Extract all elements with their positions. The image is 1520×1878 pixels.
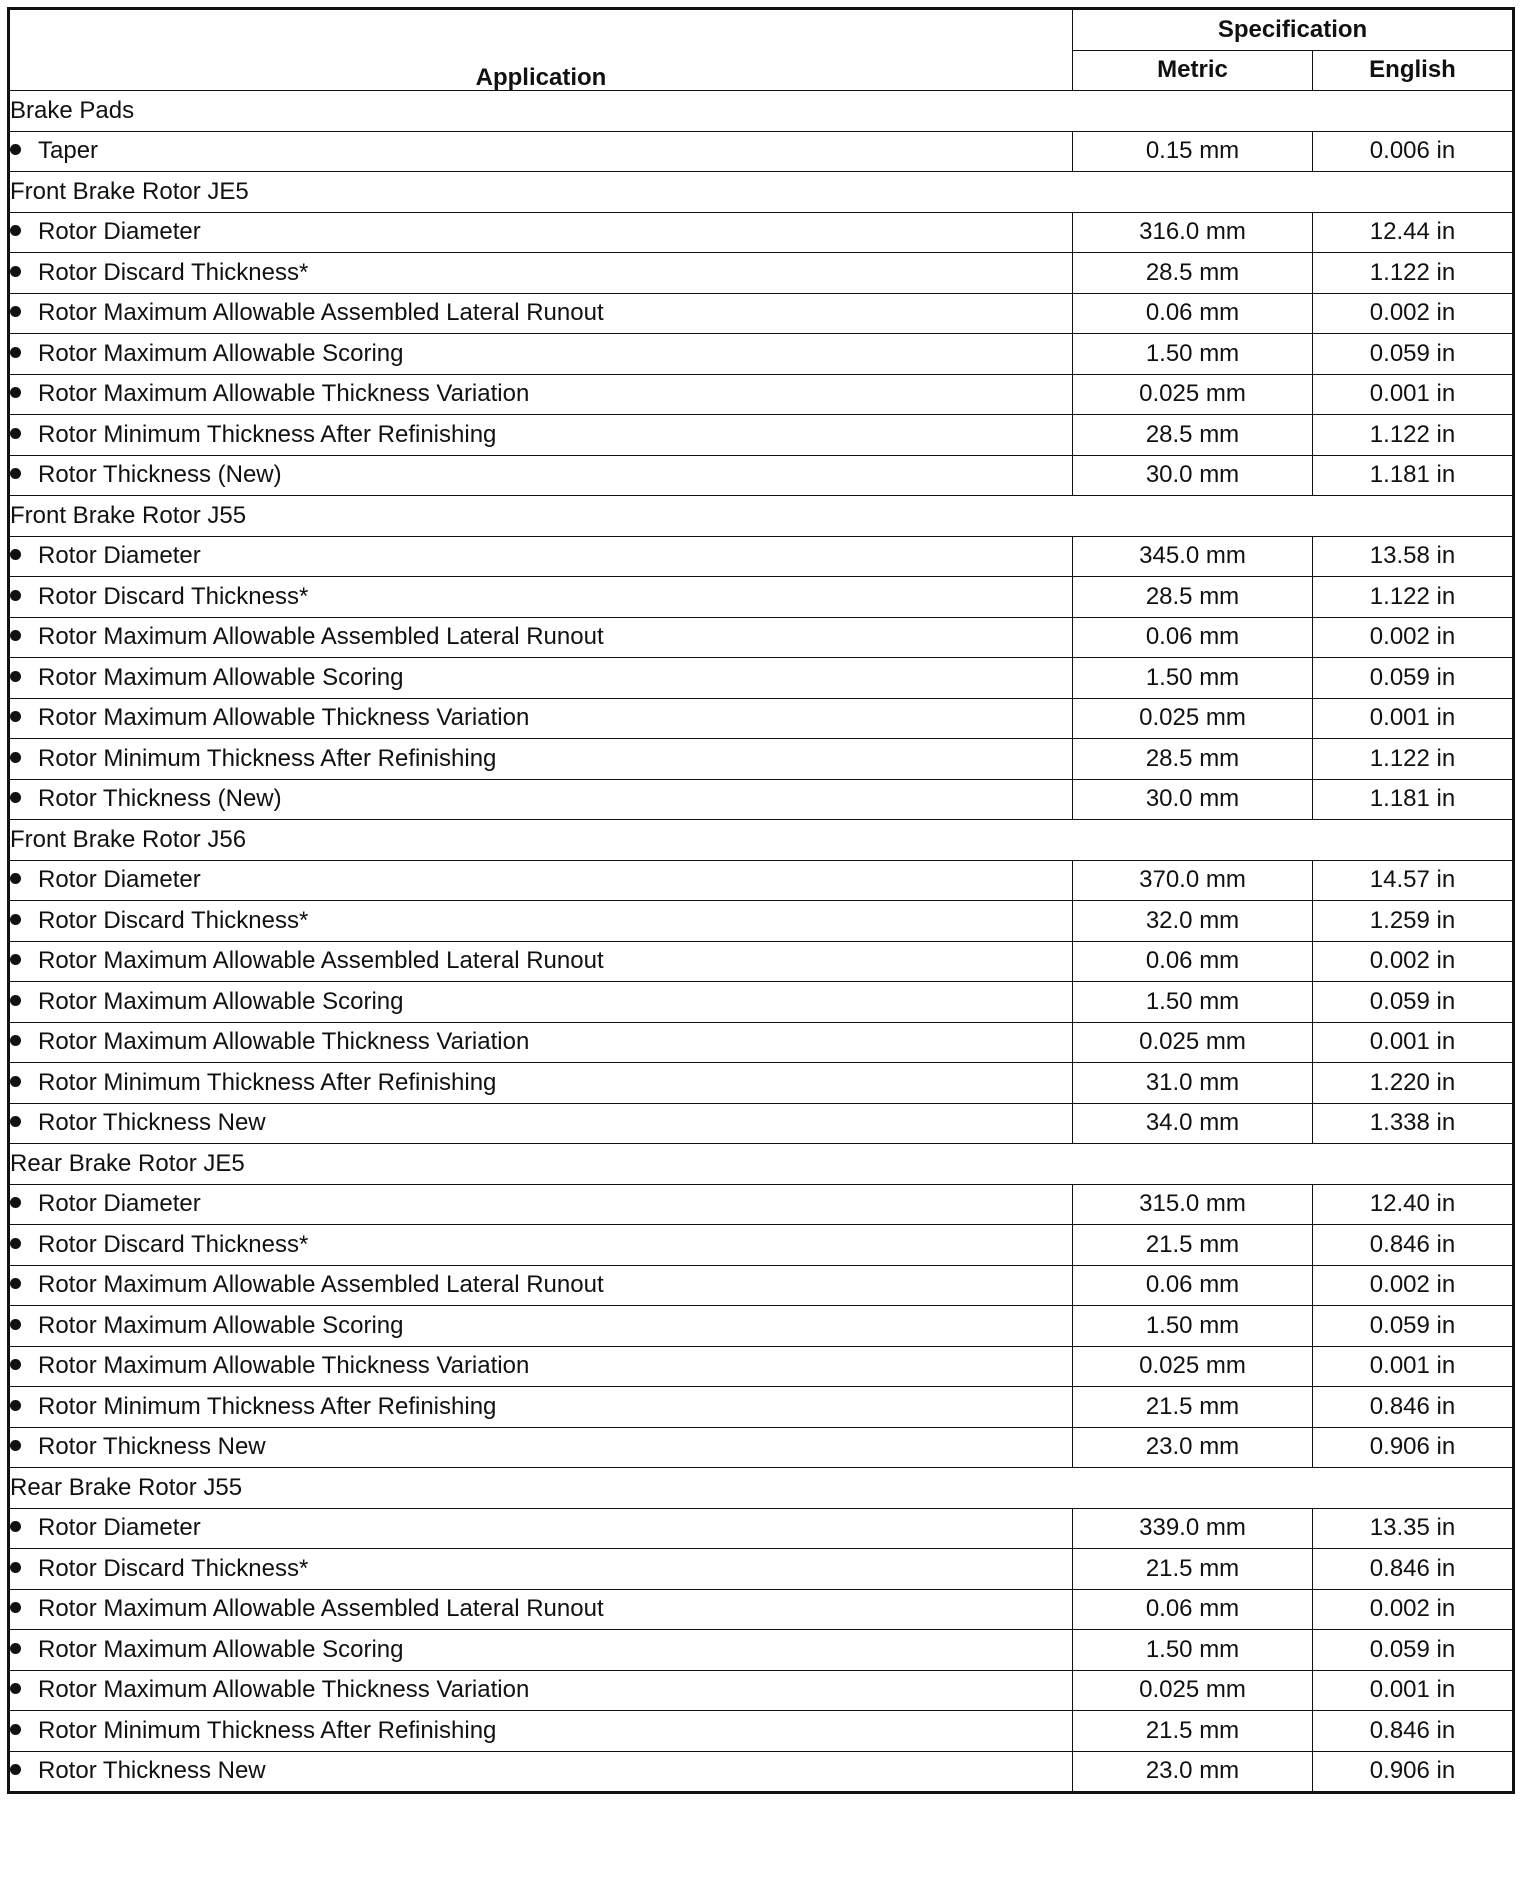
table-row <box>9 536 1514 577</box>
application-label: Rotor Diameter <box>38 866 201 894</box>
table-row <box>9 455 1514 496</box>
application-label: Rotor Maximum Allowable Assembled Lateral Runout <box>38 947 604 975</box>
metric-value: 1.50 mm <box>1073 1306 1313 1347</box>
bullet-icon <box>10 1562 21 1573</box>
application-cell <box>9 1225 1073 1266</box>
metric-value: 23.0 mm <box>1073 1751 1313 1793</box>
bullet-icon <box>10 792 21 803</box>
application-label: Rotor Minimum Thickness After Refinishing <box>38 1068 497 1096</box>
section-row <box>9 91 1514 132</box>
section-row <box>9 1144 1514 1185</box>
application-cell <box>9 536 1073 577</box>
section-title: Front Brake Rotor JE5 <box>9 172 1514 213</box>
bullet-icon <box>10 1319 21 1330</box>
application-label: Rotor Diameter <box>38 1514 201 1542</box>
application-label: Rotor Thickness New <box>38 1433 266 1461</box>
bullet-icon <box>10 1683 21 1694</box>
section-title: Front Brake Rotor J56 <box>9 820 1514 861</box>
metric-value: 1.50 mm <box>1073 982 1313 1023</box>
table-row <box>9 901 1514 942</box>
application-label: Taper <box>38 137 99 165</box>
application-label: Rotor Thickness New <box>38 1109 266 1137</box>
application-cell <box>9 1630 1073 1671</box>
bullet-icon <box>10 752 21 763</box>
application-cell <box>9 334 1073 375</box>
metric-value: 1.50 mm <box>1073 1630 1313 1671</box>
english-value: 0.059 in <box>1313 334 1514 375</box>
application-label: Rotor Maximum Allowable Assembled Lateral Runout <box>38 1271 604 1299</box>
metric-value: 0.06 mm <box>1073 617 1313 658</box>
english-value: 0.846 in <box>1313 1711 1514 1752</box>
bullet-icon <box>10 1359 21 1370</box>
bullet-icon <box>10 387 21 398</box>
section-title: Brake Pads <box>9 91 1514 132</box>
bullet-icon <box>10 914 21 925</box>
section-title: Front Brake Rotor J55 <box>9 496 1514 537</box>
metric-value: 31.0 mm <box>1073 1063 1313 1104</box>
application-label: Rotor Maximum Allowable Scoring <box>38 339 404 367</box>
table-row <box>9 293 1514 334</box>
metric-value: 0.15 mm <box>1073 131 1313 172</box>
english-value: 0.001 in <box>1313 1022 1514 1063</box>
table-row <box>9 334 1514 375</box>
english-value: 0.846 in <box>1313 1387 1514 1428</box>
table-row <box>9 1589 1514 1630</box>
metric-value: 21.5 mm <box>1073 1549 1313 1590</box>
bullet-icon <box>10 1238 21 1249</box>
section-row <box>9 1468 1514 1509</box>
metric-value: 32.0 mm <box>1073 901 1313 942</box>
table-row <box>9 1630 1514 1671</box>
application-cell <box>9 1589 1073 1630</box>
application-cell <box>9 253 1073 294</box>
table-row <box>9 739 1514 780</box>
application-label: Rotor Maximum Allowable Scoring <box>38 987 404 1015</box>
application-cell <box>9 1306 1073 1347</box>
section-row <box>9 172 1514 213</box>
application-cell <box>9 455 1073 496</box>
bullet-icon <box>10 428 21 439</box>
metric-value: 30.0 mm <box>1073 455 1313 496</box>
bullet-icon <box>10 468 21 479</box>
bullet-icon <box>10 1521 21 1532</box>
metric-value: 0.025 mm <box>1073 374 1313 415</box>
application-cell <box>9 1670 1073 1711</box>
table-row <box>9 577 1514 618</box>
metric-value: 316.0 mm <box>1073 212 1313 253</box>
table-row <box>9 982 1514 1023</box>
table-row <box>9 1387 1514 1428</box>
application-cell <box>9 1063 1073 1104</box>
application-cell <box>9 374 1073 415</box>
metric-value: 28.5 mm <box>1073 253 1313 294</box>
metric-value: 28.5 mm <box>1073 739 1313 780</box>
english-value: 0.001 in <box>1313 698 1514 739</box>
english-value: 0.002 in <box>1313 617 1514 658</box>
application-label: Rotor Minimum Thickness After Refinishing <box>38 1392 497 1420</box>
table-row <box>9 1508 1514 1549</box>
english-value: 1.122 in <box>1313 415 1514 456</box>
english-column-header: English <box>1313 50 1514 91</box>
metric-column-header: Metric <box>1073 50 1313 91</box>
english-value: 12.44 in <box>1313 212 1514 253</box>
metric-value: 30.0 mm <box>1073 779 1313 820</box>
metric-value: 28.5 mm <box>1073 415 1313 456</box>
english-value: 1.220 in <box>1313 1063 1514 1104</box>
table-row <box>9 1103 1514 1144</box>
table-row <box>9 698 1514 739</box>
table-row <box>9 860 1514 901</box>
english-value: 0.001 in <box>1313 1670 1514 1711</box>
english-value: 0.001 in <box>1313 1346 1514 1387</box>
application-cell <box>9 617 1073 658</box>
english-value: 0.059 in <box>1313 658 1514 699</box>
application-label: Rotor Thickness (New) <box>38 461 282 489</box>
application-cell <box>9 293 1073 334</box>
english-value: 1.122 in <box>1313 739 1514 780</box>
application-label: Rotor Diameter <box>38 218 201 246</box>
bullet-icon <box>10 347 21 358</box>
bullet-icon <box>10 671 21 682</box>
section-row <box>9 496 1514 537</box>
table-row <box>9 1711 1514 1752</box>
table-header <box>9 9 1514 91</box>
bullet-icon <box>10 1035 21 1046</box>
english-value: 0.001 in <box>1313 374 1514 415</box>
bullet-icon <box>10 1764 21 1775</box>
brake-specification-table <box>7 7 1515 1794</box>
application-cell <box>9 901 1073 942</box>
bullet-icon <box>10 711 21 722</box>
application-label: Rotor Maximum Allowable Thickness Variation <box>38 1352 530 1380</box>
metric-value: 1.50 mm <box>1073 658 1313 699</box>
metric-value: 21.5 mm <box>1073 1225 1313 1266</box>
application-cell <box>9 1427 1073 1468</box>
english-value: 1.181 in <box>1313 455 1514 496</box>
table-row <box>9 1225 1514 1266</box>
application-label: Rotor Maximum Allowable Thickness Variation <box>38 1676 530 1704</box>
table-row <box>9 1184 1514 1225</box>
application-column-header: Application <box>9 9 1073 91</box>
bullet-icon <box>10 954 21 965</box>
english-value: 0.846 in <box>1313 1549 1514 1590</box>
application-cell <box>9 860 1073 901</box>
english-value: 0.002 in <box>1313 941 1514 982</box>
english-value: 0.059 in <box>1313 982 1514 1023</box>
english-value: 0.059 in <box>1313 1306 1514 1347</box>
application-cell <box>9 415 1073 456</box>
application-cell <box>9 739 1073 780</box>
table-row <box>9 941 1514 982</box>
application-cell <box>9 779 1073 820</box>
metric-value: 28.5 mm <box>1073 577 1313 618</box>
metric-value: 339.0 mm <box>1073 1508 1313 1549</box>
bullet-icon <box>10 630 21 641</box>
bullet-icon <box>10 144 21 155</box>
english-value: 0.002 in <box>1313 293 1514 334</box>
application-label: Rotor Diameter <box>38 542 201 570</box>
table-row <box>9 779 1514 820</box>
application-label: Rotor Maximum Allowable Thickness Variation <box>38 1028 530 1056</box>
english-value: 0.906 in <box>1313 1427 1514 1468</box>
application-label: Rotor Maximum Allowable Scoring <box>38 1635 404 1663</box>
english-value: 12.40 in <box>1313 1184 1514 1225</box>
specification-column-header: Specification <box>1073 9 1514 51</box>
english-value: 0.002 in <box>1313 1265 1514 1306</box>
application-label: Rotor Diameter <box>38 1190 201 1218</box>
application-label: Rotor Maximum Allowable Scoring <box>38 663 404 691</box>
section-title: Rear Brake Rotor J55 <box>9 1468 1514 1509</box>
application-label: Rotor Maximum Allowable Assembled Lateral Runout <box>38 1595 604 1623</box>
metric-value: 345.0 mm <box>1073 536 1313 577</box>
english-value: 1.122 in <box>1313 253 1514 294</box>
metric-value: 0.06 mm <box>1073 1589 1313 1630</box>
metric-value: 0.06 mm <box>1073 1265 1313 1306</box>
application-label: Rotor Maximum Allowable Thickness Variation <box>38 704 530 732</box>
table-row <box>9 1427 1514 1468</box>
bullet-icon <box>10 1076 21 1087</box>
bullet-icon <box>10 995 21 1006</box>
english-value: 0.906 in <box>1313 1751 1514 1793</box>
metric-value: 315.0 mm <box>1073 1184 1313 1225</box>
bullet-icon <box>10 225 21 236</box>
bullet-icon <box>10 1724 21 1735</box>
english-value: 13.35 in <box>1313 1508 1514 1549</box>
table-row <box>9 1306 1514 1347</box>
english-value: 1.259 in <box>1313 901 1514 942</box>
application-cell <box>9 982 1073 1023</box>
bullet-icon <box>10 1602 21 1613</box>
metric-value: 1.50 mm <box>1073 334 1313 375</box>
application-cell <box>9 1751 1073 1793</box>
table-body <box>9 91 1514 1793</box>
table-row <box>9 658 1514 699</box>
application-label: Rotor Maximum Allowable Thickness Variation <box>38 380 530 408</box>
table-row <box>9 1022 1514 1063</box>
application-cell <box>9 1346 1073 1387</box>
application-cell <box>9 1103 1073 1144</box>
application-cell <box>9 941 1073 982</box>
table-row <box>9 617 1514 658</box>
application-label: Rotor Minimum Thickness After Refinishing <box>38 1716 497 1744</box>
application-label: Rotor Maximum Allowable Assembled Lateral Runout <box>38 623 604 651</box>
bullet-icon <box>10 1116 21 1127</box>
section-row <box>9 820 1514 861</box>
metric-value: 0.025 mm <box>1073 698 1313 739</box>
bullet-icon <box>10 1643 21 1654</box>
section-title: Rear Brake Rotor JE5 <box>9 1144 1514 1185</box>
table-row <box>9 415 1514 456</box>
table-row <box>9 253 1514 294</box>
table-row <box>9 1751 1514 1793</box>
application-cell <box>9 1265 1073 1306</box>
metric-value: 0.06 mm <box>1073 293 1313 334</box>
application-label: Rotor Maximum Allowable Scoring <box>38 1311 404 1339</box>
bullet-icon <box>10 1278 21 1289</box>
english-value: 14.57 in <box>1313 860 1514 901</box>
bullet-icon <box>10 1400 21 1411</box>
table-row <box>9 131 1514 172</box>
english-value: 0.846 in <box>1313 1225 1514 1266</box>
application-cell <box>9 1184 1073 1225</box>
metric-value: 21.5 mm <box>1073 1711 1313 1752</box>
table-row <box>9 374 1514 415</box>
metric-value: 0.025 mm <box>1073 1346 1313 1387</box>
bullet-icon <box>10 549 21 560</box>
table-row <box>9 1265 1514 1306</box>
metric-value: 0.025 mm <box>1073 1670 1313 1711</box>
metric-value: 23.0 mm <box>1073 1427 1313 1468</box>
application-cell <box>9 1508 1073 1549</box>
application-cell <box>9 1549 1073 1590</box>
application-cell <box>9 1022 1073 1063</box>
table-row <box>9 1063 1514 1104</box>
table-row <box>9 1346 1514 1387</box>
metric-value: 0.025 mm <box>1073 1022 1313 1063</box>
english-value: 0.059 in <box>1313 1630 1514 1671</box>
english-value: 0.002 in <box>1313 1589 1514 1630</box>
spec-table-wrapper <box>7 7 1515 1794</box>
application-cell <box>9 212 1073 253</box>
application-label: Rotor Minimum Thickness After Refinishing <box>38 744 497 772</box>
english-value: 1.122 in <box>1313 577 1514 618</box>
english-value: 1.338 in <box>1313 1103 1514 1144</box>
metric-value: 370.0 mm <box>1073 860 1313 901</box>
english-value: 0.006 in <box>1313 131 1514 172</box>
bullet-icon <box>10 1197 21 1208</box>
bullet-icon <box>10 266 21 277</box>
application-cell <box>9 1387 1073 1428</box>
application-cell <box>9 1711 1073 1752</box>
application-label: Rotor Discard Thickness* <box>38 906 309 934</box>
application-label: Rotor Discard Thickness* <box>38 258 309 286</box>
bullet-icon <box>10 873 21 884</box>
bullet-icon <box>10 590 21 601</box>
table-row <box>9 1549 1514 1590</box>
bullet-icon <box>10 1440 21 1451</box>
metric-value: 34.0 mm <box>1073 1103 1313 1144</box>
application-label: Rotor Thickness New <box>38 1757 266 1785</box>
application-cell <box>9 131 1073 172</box>
bullet-icon <box>10 306 21 317</box>
metric-value: 0.06 mm <box>1073 941 1313 982</box>
application-label: Rotor Maximum Allowable Assembled Lateral Runout <box>38 299 604 327</box>
english-value: 1.181 in <box>1313 779 1514 820</box>
application-label: Rotor Discard Thickness* <box>38 582 309 610</box>
application-label: Rotor Discard Thickness* <box>38 1230 309 1258</box>
application-cell <box>9 698 1073 739</box>
application-label: Rotor Discard Thickness* <box>38 1554 309 1582</box>
english-value: 13.58 in <box>1313 536 1514 577</box>
application-label: Rotor Minimum Thickness After Refinishing <box>38 420 497 448</box>
table-row <box>9 212 1514 253</box>
table-row <box>9 1670 1514 1711</box>
application-cell <box>9 577 1073 618</box>
application-cell <box>9 658 1073 699</box>
metric-value: 21.5 mm <box>1073 1387 1313 1428</box>
application-label: Rotor Thickness (New) <box>38 785 282 813</box>
